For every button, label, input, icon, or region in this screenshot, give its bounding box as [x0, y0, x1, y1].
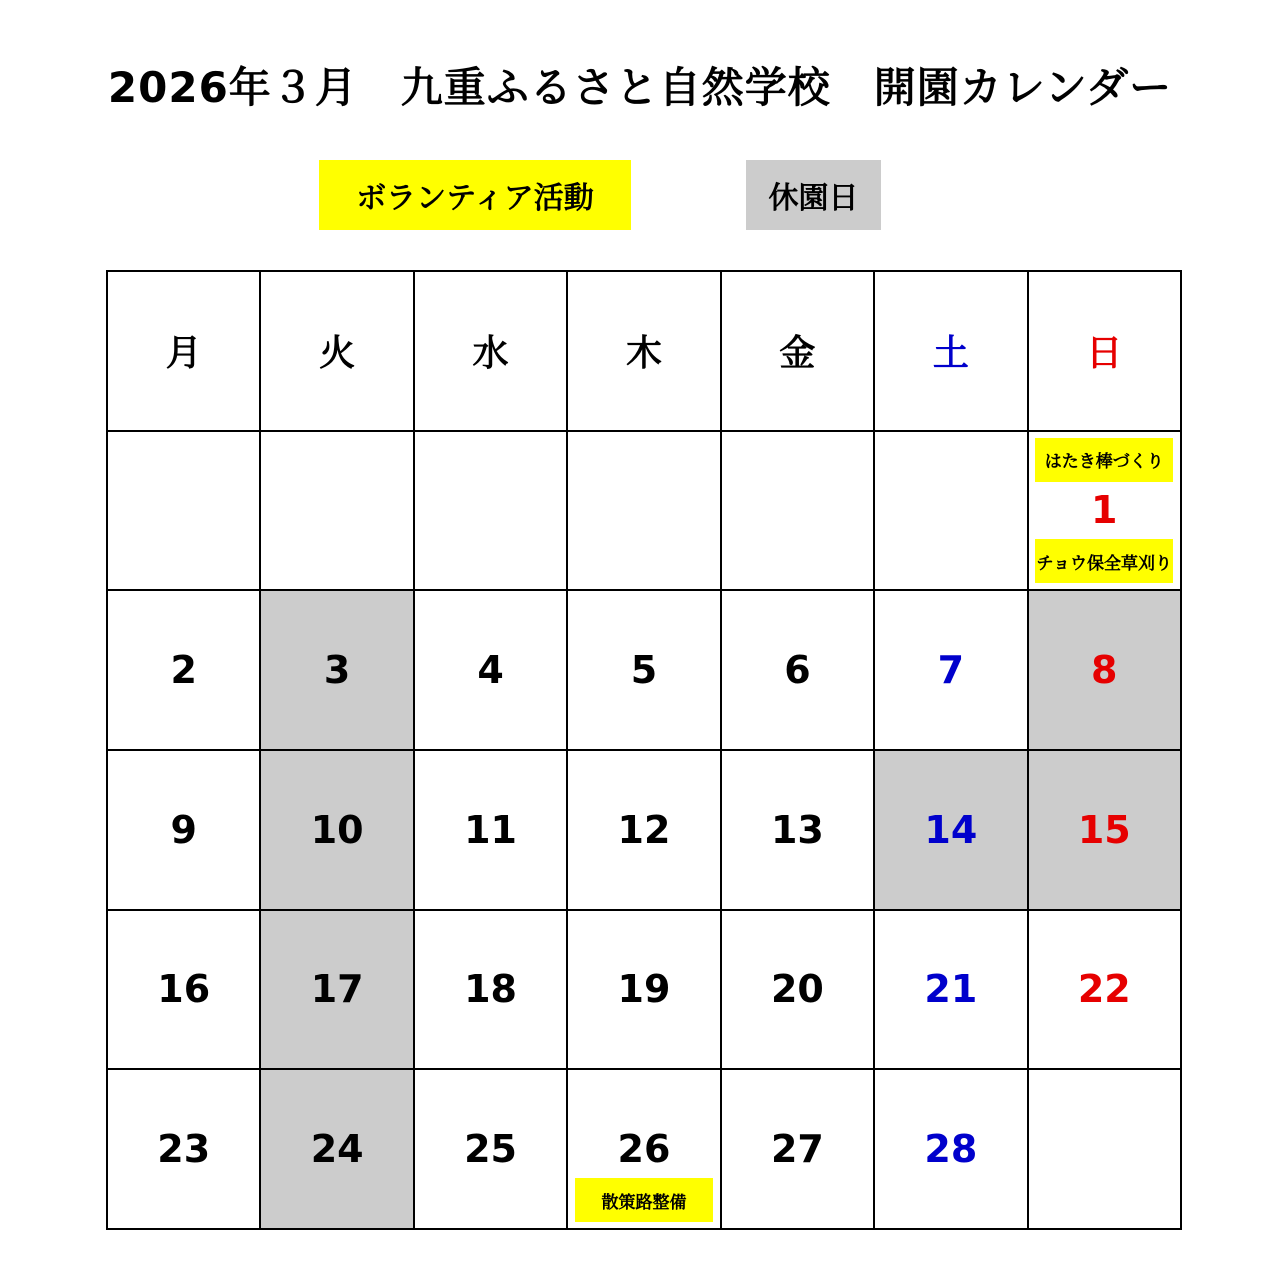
- day-number: 9: [170, 807, 197, 852]
- day-cell: [568, 591, 721, 751]
- legend-volunteer: ボランティア活動: [319, 160, 631, 230]
- event-tag: 散策路整備: [575, 1178, 713, 1222]
- day-number: 17: [310, 967, 364, 1012]
- day-cell: [415, 751, 568, 911]
- day-cell: [722, 751, 875, 911]
- weekday-label: 月: [165, 333, 202, 375]
- day-cell: [261, 591, 414, 751]
- day-cell: [875, 751, 1028, 911]
- weekday-label: 日: [1086, 333, 1123, 375]
- day-number: 5: [630, 648, 658, 693]
- day-cell: [1029, 911, 1182, 1071]
- day-number: 15: [1077, 807, 1131, 852]
- day-cell: [108, 911, 261, 1071]
- day-cell: [568, 751, 721, 911]
- day-cell: [875, 1070, 1028, 1230]
- page-title: 2026年３月 九重ふるさと自然学校 開園カレンダー: [107, 63, 1173, 112]
- weekday-label: 火: [319, 333, 356, 375]
- day-number: 22: [1077, 967, 1131, 1012]
- weekday-label: 木: [625, 333, 662, 375]
- weekday-label: 土: [932, 333, 969, 375]
- day-cell: [415, 432, 568, 592]
- day-cell: [108, 1070, 261, 1230]
- day-cell: [261, 911, 414, 1071]
- weekday-header: [722, 272, 875, 432]
- day-number: 11: [464, 807, 517, 852]
- day-number: 13: [770, 807, 824, 852]
- day-cell: [722, 911, 875, 1071]
- day-cell: [108, 591, 261, 751]
- day-number: 24: [310, 1127, 364, 1172]
- event-tag: チョウ保全草刈り: [1035, 539, 1173, 583]
- weekday-header: [415, 272, 568, 432]
- day-cell: [875, 911, 1028, 1071]
- event-tag: はたき棒づくり: [1035, 438, 1173, 482]
- day-cell: [722, 432, 875, 592]
- day-cell: [261, 751, 414, 911]
- day-number: 27: [770, 1127, 824, 1172]
- weekday-header: [1029, 272, 1182, 432]
- day-cell: [875, 591, 1028, 751]
- day-cell: [1029, 591, 1182, 751]
- weekday-header: [261, 272, 414, 432]
- weekday-label: 水: [472, 333, 509, 375]
- day-number: 4: [477, 648, 504, 693]
- day-cell: [568, 432, 721, 592]
- day-cell: [108, 751, 261, 911]
- day-number: 19: [617, 967, 671, 1012]
- day-number: 3: [323, 648, 351, 693]
- day-cell: [415, 591, 568, 751]
- calendar-grid: [106, 270, 1182, 1230]
- legend-closed-day: 休園日: [746, 160, 881, 230]
- day-number: 1: [1091, 488, 1118, 533]
- weekday-header: [108, 272, 261, 432]
- day-number: 7: [937, 648, 965, 693]
- day-cell: [722, 591, 875, 751]
- day-cell: [568, 911, 721, 1071]
- day-cell: [722, 1070, 875, 1230]
- day-cell: [415, 1070, 568, 1230]
- day-cell: [875, 432, 1028, 592]
- day-number: 20: [770, 967, 824, 1012]
- day-number: 10: [310, 807, 364, 852]
- day-number: 26: [617, 1127, 671, 1172]
- day-cell: [1029, 1070, 1182, 1230]
- day-number: 16: [157, 967, 211, 1012]
- weekday-label: 金: [779, 333, 816, 375]
- day-cell: [261, 1070, 414, 1230]
- day-cell: [261, 432, 414, 592]
- day-cell: [1029, 432, 1182, 592]
- day-cell: [1029, 751, 1182, 911]
- day-number: 25: [464, 1127, 517, 1172]
- day-number: 2: [170, 648, 197, 693]
- day-cell: [568, 1070, 721, 1230]
- day-number: 23: [157, 1127, 211, 1172]
- day-number: 6: [784, 648, 811, 693]
- weekday-header: [875, 272, 1028, 432]
- day-number: 21: [924, 967, 978, 1012]
- day-cell: [108, 432, 261, 592]
- day-number: 28: [924, 1127, 978, 1172]
- day-cell: [415, 911, 568, 1071]
- day-number: 8: [1091, 648, 1118, 693]
- day-number: 14: [924, 807, 978, 852]
- day-number: 12: [617, 807, 671, 852]
- weekday-header: [568, 272, 721, 432]
- day-number: 18: [464, 967, 517, 1012]
